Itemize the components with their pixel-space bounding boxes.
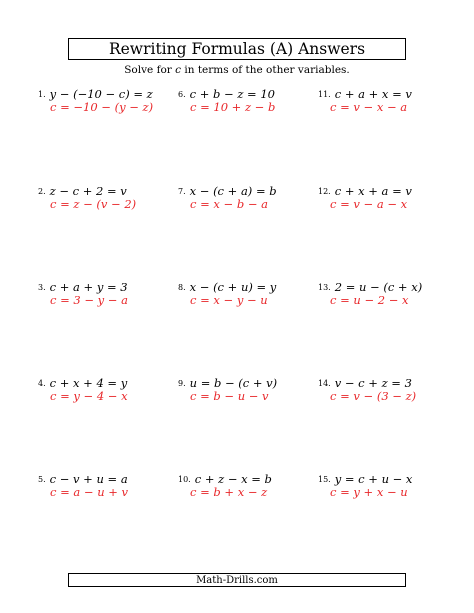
problem-9 xyxy=(178,377,308,403)
problem-answer: c = 10 + z − b xyxy=(190,100,276,114)
problem-14 xyxy=(318,377,448,403)
problem-equation: x − (c + a) = b xyxy=(189,184,277,198)
footer xyxy=(68,573,406,587)
problem-number: 6. xyxy=(178,90,186,99)
problem-number: 7. xyxy=(178,187,186,196)
problem-number: 5. xyxy=(38,475,46,484)
problem-equation: c − v + u = a xyxy=(49,472,128,486)
problem-number: 1. xyxy=(38,90,46,99)
problem-equation: c + a + y = 3 xyxy=(49,280,128,294)
instructions-suffix: in terms of the other variables. xyxy=(181,64,350,76)
problem-number: 14. xyxy=(318,379,331,388)
problem-equation: c + z − x = b xyxy=(194,472,272,486)
problem-2 xyxy=(38,185,168,211)
problem-answer: c = a − u + v xyxy=(50,485,129,499)
worksheet-title xyxy=(68,38,406,60)
problem-number: 13. xyxy=(318,283,331,292)
problem-equation: v − c + z = 3 xyxy=(334,376,412,390)
problem-number: 15. xyxy=(318,475,331,484)
problem-11 xyxy=(318,88,448,114)
problem-answer: c = −10 − (y − z) xyxy=(50,100,154,114)
problem-12 xyxy=(318,185,448,211)
problem-answer: c = b + x − z xyxy=(190,485,268,499)
problem-5 xyxy=(38,473,168,499)
problem-number: 11. xyxy=(318,90,331,99)
problem-4 xyxy=(38,377,168,403)
footer-text: Math-Drills.com xyxy=(196,574,278,586)
problem-answer: c = v − x − a xyxy=(330,100,408,114)
problem-answer: c = 3 − y − a xyxy=(50,293,128,307)
problem-6 xyxy=(178,88,308,114)
problem-answer: c = x − b − a xyxy=(190,197,268,211)
problem-8 xyxy=(178,281,308,307)
problem-equation: 2 = u − (c + x) xyxy=(334,280,423,294)
problem-number: 12. xyxy=(318,187,331,196)
title-text: Rewriting Formulas (A) Answers xyxy=(108,40,366,58)
problem-answer: c = y + x − u xyxy=(330,485,408,499)
problem-number: 8. xyxy=(178,283,186,292)
problem-equation: z − c + 2 = v xyxy=(49,184,127,198)
problem-number: 4. xyxy=(38,379,46,388)
problem-equation: y − (−10 − c) = z xyxy=(49,87,153,101)
problem-answer: c = z − (v − 2) xyxy=(50,197,137,211)
instructions xyxy=(0,64,474,76)
problem-equation: x − (c + u) = y xyxy=(189,280,277,294)
problem-equation: c + b − z = 10 xyxy=(189,87,275,101)
instructions-variable: c xyxy=(175,64,182,76)
problem-equation: u = b − (c + v) xyxy=(189,376,278,390)
problem-answer: c = v − (3 − z) xyxy=(330,389,417,403)
problem-15 xyxy=(318,473,448,499)
problem-equation: y = c + u − x xyxy=(334,472,413,486)
problem-answer: c = x − y − u xyxy=(190,293,268,307)
problem-3 xyxy=(38,281,168,307)
problem-1 xyxy=(38,88,168,114)
problem-answer: c = b − u − v xyxy=(190,389,269,403)
problem-equation: c + x + 4 = y xyxy=(49,376,128,390)
problem-answer: c = u − 2 − x xyxy=(330,293,409,307)
problem-7 xyxy=(178,185,308,211)
problem-answer: c = v − a − x xyxy=(330,197,408,211)
problem-13 xyxy=(318,281,448,307)
instructions-prefix: Solve for xyxy=(124,64,176,76)
problem-number: 10. xyxy=(178,475,191,484)
problem-10 xyxy=(178,473,308,499)
problem-number: 3. xyxy=(38,283,46,292)
problem-number: 9. xyxy=(178,379,186,388)
problem-equation: c + x + a = v xyxy=(334,184,412,198)
problem-number: 2. xyxy=(38,187,46,196)
problem-equation: c + a + x = v xyxy=(334,87,412,101)
problem-answer: c = y − 4 − x xyxy=(50,389,128,403)
